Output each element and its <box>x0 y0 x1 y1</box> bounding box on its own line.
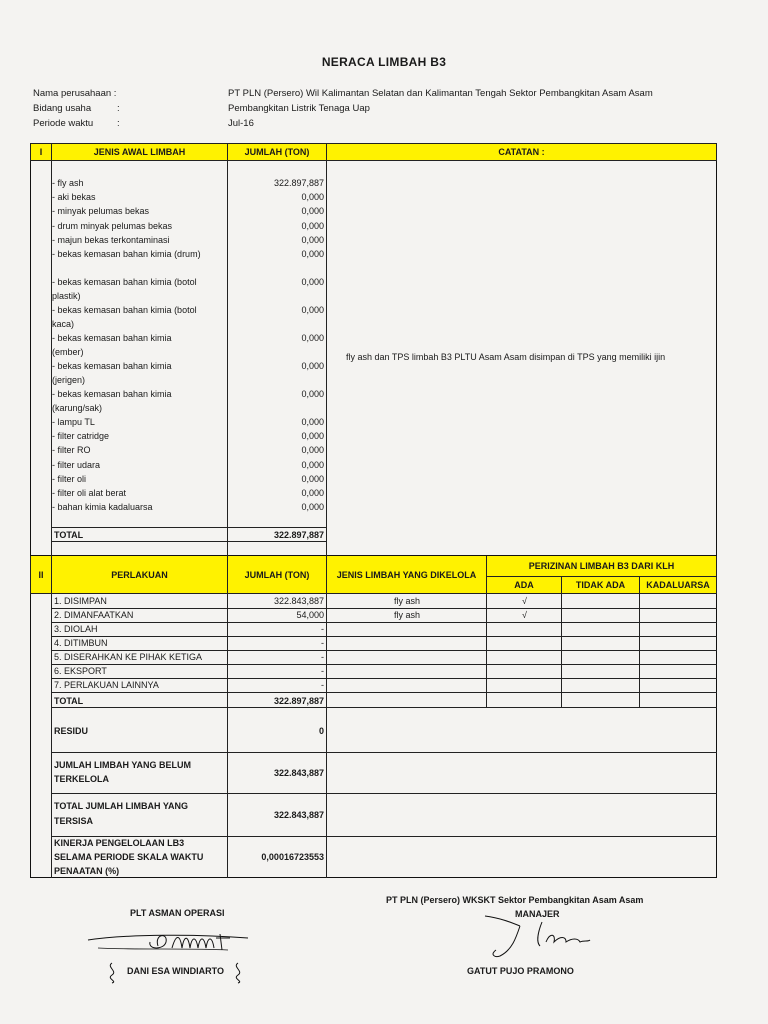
treatment-label: 7. PERLAKUAN LAINNYA <box>54 680 159 690</box>
waste-item-amount: 0,000 <box>301 488 324 498</box>
left-signature-graphic <box>88 928 258 958</box>
divider <box>51 664 717 665</box>
divider <box>51 622 717 623</box>
waste-item-amount: 0,000 <box>301 192 324 203</box>
waste-item-amount: 0,000 <box>301 417 324 427</box>
waste-item-amount: 322.897,887 <box>273 178 324 188</box>
waste-item-name: - bahan kimia kadaluarsa <box>52 502 153 513</box>
divider <box>326 161 327 556</box>
remaining-label-line2: TERSISA <box>54 816 94 826</box>
divider <box>51 836 717 837</box>
section-1-roman: I <box>30 143 52 161</box>
waste-item-name: - bekas kemasan bahan kimia <box>52 361 172 371</box>
period-value: Jul-16 <box>228 118 254 129</box>
waste-item-name: - filter oli alat berat <box>52 488 127 498</box>
waste-item-name: - filter RO <box>52 445 91 456</box>
section-1-amount-header: JUMLAH (TON) <box>228 143 327 161</box>
section-1-type-header: JENIS AWAL LIMBAH <box>52 143 228 161</box>
company-value: PT PLN (Persero) Wil Kalimantan Selatan dan Kalimantan Tengah Sektor Pembangkitan Asam Asam <box>228 88 653 99</box>
waste-item-amount: 0,000 <box>301 333 324 343</box>
divider <box>51 636 717 637</box>
treatment-amount: - <box>321 652 324 662</box>
section-2-type-header: JENIS LIMBAH YANG DIKELOLA <box>327 556 487 594</box>
treatment-amount: - <box>321 624 324 634</box>
section-2-ada-header: ADA <box>487 577 562 594</box>
waste-item-amount: 0,000 <box>301 234 324 245</box>
business-colon: : <box>117 103 120 114</box>
period-label: Periode waktu <box>33 118 94 129</box>
business-value: Pembangkitan Listrik Tenaga Uap <box>228 103 370 114</box>
section-2-roman: II <box>30 556 52 594</box>
divider <box>51 608 717 609</box>
performance-value: 0,00016723553 <box>261 852 324 862</box>
waste-item-amount: 0,000 <box>301 445 324 456</box>
waste-item-amount: 0,000 <box>301 473 324 484</box>
divider <box>51 707 717 708</box>
waste-item-amount: 0,000 <box>301 431 324 442</box>
waste-item-name-cont: (jerigen) <box>52 375 86 385</box>
waste-item-name: - lampu TL <box>52 417 95 427</box>
treatment-label: 4. DITIMBUN <box>54 638 108 648</box>
section-2-total-label: TOTAL <box>54 696 84 706</box>
treatment-amount: - <box>321 638 324 648</box>
waste-item-name-cont: kaca) <box>52 319 75 329</box>
treatment-amount: 54,000 <box>296 610 324 620</box>
waste-item-name-cont: plastik) <box>52 291 81 301</box>
waste-item-name: - bekas kemasan bahan kimia (botol <box>52 277 197 287</box>
waste-item-amount: 0,000 <box>301 361 324 371</box>
right-organization: PT PLN (Persero) WKSKT Sektor Pembangkitan Asam Asam <box>386 895 644 905</box>
waste-item-amount: 0,000 <box>301 459 324 470</box>
treatment-label: 2. DIMANFAATKAN <box>54 610 134 620</box>
unmanaged-value: 322.843,887 <box>273 768 324 778</box>
waste-item-name: - fly ash <box>52 178 84 188</box>
waste-item-name-cont: (karung/sak) <box>52 403 103 413</box>
divider <box>51 692 717 693</box>
waste-item-name: - filter oli <box>52 473 87 484</box>
section-2-kadaluarsa-header: KADALUARSA <box>640 577 717 594</box>
unmanaged-label-line2: TERKELOLA <box>54 774 109 784</box>
permit-ada-mark: √ <box>522 596 527 606</box>
section-2-tidak-ada-header: TIDAK ADA <box>562 577 640 594</box>
right-signatory-title: MANAJER <box>515 909 560 919</box>
waste-item-name: - majun bekas terkontaminasi <box>52 234 170 245</box>
waste-item-amount: 0,000 <box>301 277 324 287</box>
section-1-note: fly ash dan TPS limbah B3 PLTU Asam Asam disimpan di TPS yang memiliki ijin <box>346 352 666 362</box>
treatment-label: 6. EKSPORT <box>54 666 107 676</box>
waste-item-amount: 0,000 <box>301 305 324 315</box>
divider <box>51 541 327 542</box>
divider <box>51 650 717 651</box>
period-colon: : <box>117 118 120 129</box>
waste-item-amount: 0,000 <box>301 389 324 399</box>
waste-item-amount: 0,000 <box>301 502 324 513</box>
company-label: Nama perusahaan : <box>33 88 117 99</box>
waste-item-name: - bekas kemasan bahan kimia <box>52 333 172 343</box>
waste-item-name: - minyak pelumas bekas <box>52 206 150 217</box>
waste-item-name: - bekas kemasan bahan kimia (botol <box>52 305 197 315</box>
left-name-mark <box>232 961 244 983</box>
treatment-label: 1. DISIMPAN <box>54 596 107 606</box>
treatment-label: 5. DISERAHKAN KE PIHAK KETIGA <box>54 652 203 662</box>
section-2-permit-header: PERIZINAN LIMBAH B3 DARI KLH <box>487 556 717 577</box>
waste-item-name-cont: (ember) <box>52 347 84 357</box>
waste-item-name: - drum minyak pelumas bekas <box>52 220 173 231</box>
remaining-value: 322.843,887 <box>273 810 324 820</box>
waste-item-amount: 0,000 <box>301 220 324 231</box>
business-label: Bidang usaha <box>33 103 92 114</box>
left-initial-mark <box>104 961 120 983</box>
right-signatory-name: GATUT PUJO PRAMONO <box>467 966 574 976</box>
treatment-amount: - <box>321 680 324 690</box>
section-1-frame <box>30 143 717 556</box>
section-1-total-label: TOTAL <box>54 530 84 540</box>
waste-item-name: - bekas kemasan bahan kimia <box>52 389 172 399</box>
section-1-total-value: 322.897,887 <box>273 530 324 540</box>
residu-value: 0 <box>318 726 324 736</box>
section-2-treatment-header: PERLAKUAN <box>52 556 228 594</box>
unmanaged-label-line1: JUMLAH LIMBAH YANG BELUM <box>54 760 192 770</box>
waste-item-name: - filter catridge <box>52 431 110 442</box>
treatment-amount: 322.843,887 <box>273 596 324 606</box>
waste-item-amount: 0,000 <box>301 249 324 259</box>
divider <box>51 793 717 794</box>
left-signatory-title: PLT ASMAN OPERASI <box>130 908 225 918</box>
performance-label-line1: KINERJA PENGELOLAAN LB3 <box>54 838 185 848</box>
left-signatory-name: DANI ESA WINDIARTO <box>127 966 225 976</box>
treatment-waste-type: fly ash <box>393 596 420 606</box>
residu-label: RESIDU <box>54 726 89 736</box>
section-2-amount-header: JUMLAH (TON) <box>228 556 327 594</box>
right-signature-graphic <box>480 912 610 962</box>
waste-item-name: - filter udara <box>52 459 101 470</box>
remaining-label-line1: TOTAL JUMLAH LIMBAH YANG <box>54 801 189 811</box>
waste-item-amount: 0,000 <box>301 206 324 217</box>
treatment-amount: - <box>321 666 324 676</box>
permit-ada-mark: √ <box>522 610 527 620</box>
section-2-total-value: 322.897,887 <box>273 696 324 706</box>
waste-item-name: - aki bekas <box>52 192 96 203</box>
divider <box>51 678 717 679</box>
treatment-waste-type: fly ash <box>393 610 420 620</box>
divider <box>51 527 327 528</box>
performance-label-line2: SELAMA PERIODE SKALA WAKTU <box>54 852 204 862</box>
treatment-label: 3. DIOLAH <box>54 624 98 634</box>
waste-item-name: - bekas kemasan bahan kimia (drum) <box>52 249 201 259</box>
divider <box>51 752 717 753</box>
section-1-note-header: CATATAN : <box>327 143 717 161</box>
performance-label-line3: PENAATAN (%) <box>54 866 120 876</box>
document-title: NERACA LIMBAH B3 <box>321 55 447 69</box>
